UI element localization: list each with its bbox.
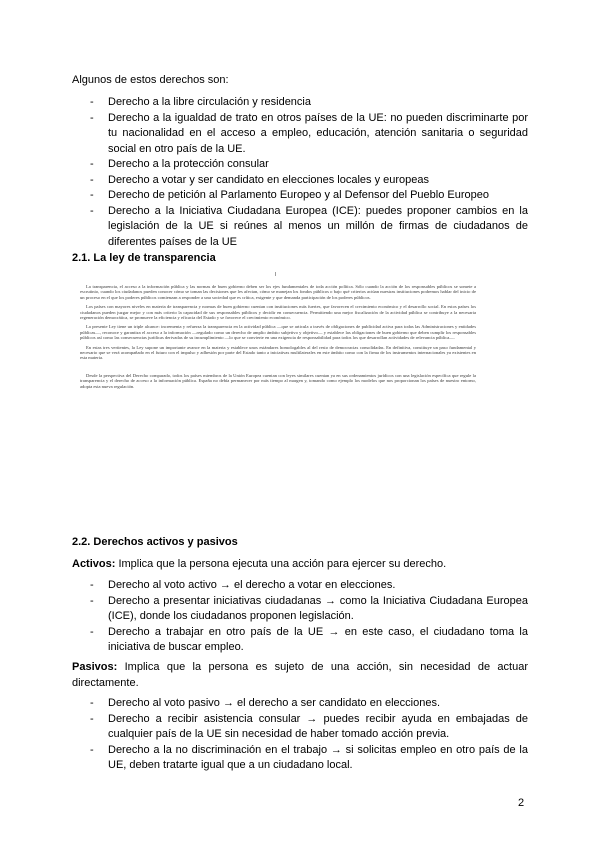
- activos-definition: [72, 557, 528, 573]
- pasivos-definition: [72, 660, 528, 691]
- list-item: - Derecho a la igualdad de trato en otros países de la UE: no pueden discriminarte por tu nacionalidad en el acceso a empleo, educación, atención sanitaria o seguridad social en otro país de la UE.: [90, 111, 528, 158]
- pasivos-text: Implica que la persona es sujeto de una acción, sin necesidad de actuar directamente.: [72, 661, 528, 689]
- page-number: 2: [518, 797, 525, 809]
- scan-paragraph: La presente Ley tiene un triple alcance: incrementa y refuerza la transparencia en la actividad pública —que se articula a través de obligaciones de publicidad activa para todas las Administraciones y entidades públicas—, reconoce y garantiza el acceso a la información —regulado como un derecho de amplio ámbito subjetivo y objetivo— y establece las obligaciones de buen gobierno que deben cumplir los responsables públicos así como las consecuencias jurídicas derivadas de su incumplimiento —lo que se convierte en una exigencia de responsabilidad para todos los que desarrollan actividades de relevancia pública—.: [80, 324, 476, 341]
- section-heading-transparencia: 2.1. La ley de transparencia: [72, 252, 216, 264]
- scan-paragraph: Los países con mayores niveles en materia de transparencia y normas de buen gobierno cuentan con instituciones más fuertes, que favorecen el crecimiento económico y el desarrollo social. En estos países los ciudadanos pueden juzgar mejor y con más criterio la capacidad de sus responsables públicos y decidir en consecuencia. Permitiendo una mejor fiscalización de la actividad pública se contribuye a la necesaria regeneración democrática, se promueve la eficiencia y eficacia del Estado y se favorece el crecimiento económico.: [80, 304, 476, 321]
- list-item: - Derecho al voto activo → el derecho a votar en elecciones.: [90, 578, 528, 594]
- list-item: - Derecho a la protección consular: [90, 157, 528, 173]
- scan-paragraph: Desde la perspectiva del Derecho comparado, todos los países miembros de la Unión Europea cuentan con leyes similares cuentan ya en sus ordenamientos jurídicos con una legislación específica que regule la transparencia y el derecho de acceso a la información pública. España no debía permanecer por más tiempo al margen y, tomando como ejemplo los modelos que nos proporcionan los países de nuestro entorno, adopta esta nueva regulación.: [80, 372, 476, 389]
- scan-paragraph: En estas tres vertientes, la Ley supone un importante avance en la materia y establece unos estándares homologables al del resto de democracias consolidadas. En definitiva, constituye un paso fundamental y necesario que se verá acompañado en el futuro con el impulso y adhesión por parte del Estado tanto a iniciativas multilaterales en este ámbito como con la firma de los instrumentos internacionales ya existentes en esta materia.: [80, 344, 476, 361]
- intro-text: Algunos de estos derechos son:: [72, 74, 229, 86]
- list-item: - Derecho a trabajar en otro país de la UE → en este caso, el ciudadano toma la iniciativa de buscar empleo.: [90, 625, 528, 656]
- list-item: - Derecho a presentar iniciativas ciudadanas → como la Iniciativa Ciudadana Europea (ICE), donde los ciudadanos proponen legislación.: [90, 594, 528, 625]
- pasivos-label: Pasivos:: [72, 661, 118, 673]
- section-heading-derechos: 2.2. Derechos activos y pasivos: [72, 536, 238, 548]
- list-item: - Derecho a recibir asistencia consular → puedes recibir ayuda en embajadas de cualquier país de la UE sin necesidad de haber tomado acción previa.: [90, 712, 528, 743]
- scan-paragraph: La transparencia, el acceso a la información pública y las normas de buen gobierno deben ser los ejes fundamentales de toda acción política. Sólo cuando la acción de los responsables públicos se somete a escrutinio, cuando los ciudadanos pueden conocer cómo se toman las decisiones que les afectan, cómo se manejan los fondos públicos o bajo qué criterios actúan nuestras instituciones podremos hablar del inicio de un proceso en el que los poderes públicos comienzan a responder a una sociedad que es crítica, exigente y que demanda participación de los poderes públicos.: [80, 284, 476, 300]
- scanned-law-excerpt: [80, 284, 476, 512]
- list-item: - Derecho a la Iniciativa Ciudadana Europea (ICE): puedes proponer cambios en la legislación de la UE si reúnes al menos un millón de firmas de ciudadanos de diferentes países de la UE: [90, 204, 528, 251]
- activos-label: Activos:: [72, 558, 116, 570]
- list-item: - Derecho a votar y ser candidato en elecciones locales y europeas: [90, 173, 528, 189]
- activos-text: Implica que la persona ejecuta una acción para ejercer su derecho.: [115, 558, 447, 570]
- list-item: - Derecho a la no discriminación en el trabajo → si solicitas empleo en otro país de la UE, deben tratarte igual que a un ciudadano local.: [90, 743, 528, 774]
- list-item: - Derecho de petición al Parlamento Europeo y al Defensor del Pueblo Europeo: [90, 188, 528, 204]
- pasivos-list: [90, 696, 528, 774]
- list-item: - Derecho a la libre circulación y residencia: [90, 95, 528, 111]
- scan-mark: I: [275, 272, 277, 278]
- rights-list: [90, 95, 528, 250]
- activos-list: [90, 578, 528, 656]
- list-item: - Derecho al voto pasivo → el derecho a ser candidato en elecciones.: [90, 696, 528, 712]
